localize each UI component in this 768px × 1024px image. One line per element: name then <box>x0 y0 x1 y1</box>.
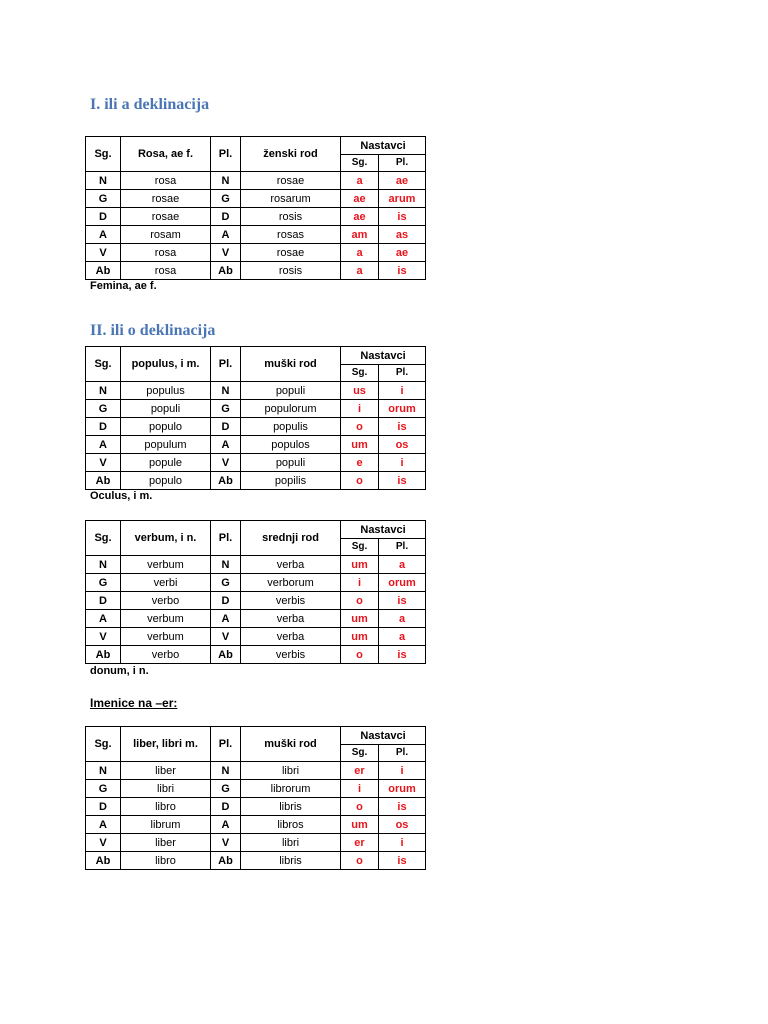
case-singular: N <box>86 556 121 574</box>
ending-plural: is <box>379 208 426 226</box>
table-row <box>86 574 426 592</box>
declension-table-populus <box>85 346 426 490</box>
ending-singular: o <box>341 472 379 490</box>
header-gender: ženski rod <box>241 137 341 172</box>
case-singular: A <box>86 226 121 244</box>
header-endings: Nastavci <box>341 521 426 539</box>
ending-plural: is <box>379 418 426 436</box>
example-note-oculus: Oculus, i m. <box>90 490 153 502</box>
case-plural: D <box>211 208 241 226</box>
header-ending-singular: Sg. <box>341 539 379 556</box>
form-singular: verbo <box>121 592 211 610</box>
case-plural: N <box>211 762 241 780</box>
form-singular: populus <box>121 382 211 400</box>
form-plural: rosis <box>241 262 341 280</box>
example-note-femina: Femina, ae f. <box>90 280 157 292</box>
ending-plural: is <box>379 472 426 490</box>
case-singular: A <box>86 610 121 628</box>
ending-plural: a <box>379 628 426 646</box>
table-row <box>86 592 426 610</box>
ending-plural: os <box>379 436 426 454</box>
example-note-donum: donum, i n. <box>90 665 149 677</box>
ending-singular: am <box>341 226 379 244</box>
header-plural: Pl. <box>211 521 241 556</box>
table-row <box>86 646 426 664</box>
ending-plural: a <box>379 610 426 628</box>
case-plural: V <box>211 834 241 852</box>
form-singular: rosae <box>121 190 211 208</box>
form-plural: populi <box>241 454 341 472</box>
header-plural: Pl. <box>211 347 241 382</box>
header-singular: Sg. <box>86 347 121 382</box>
header-noun: Rosa, ae f. <box>121 137 211 172</box>
table-row <box>86 852 426 870</box>
header-plural: Pl. <box>211 727 241 762</box>
ending-singular: e <box>341 454 379 472</box>
form-plural: librorum <box>241 780 341 798</box>
header-noun: verbum, i n. <box>121 521 211 556</box>
form-singular: popule <box>121 454 211 472</box>
subheading-er-nouns: Imenice na –er: <box>90 696 178 710</box>
form-plural: populi <box>241 382 341 400</box>
case-singular: Ab <box>86 472 121 490</box>
section-heading-o-declension: II. ili o deklinacija <box>90 322 216 339</box>
case-plural: A <box>211 436 241 454</box>
header-endings: Nastavci <box>341 137 426 155</box>
table-row <box>86 472 426 490</box>
table-row <box>86 382 426 400</box>
header-ending-plural: Pl. <box>379 745 426 762</box>
case-plural: V <box>211 244 241 262</box>
header-gender: muški rod <box>241 347 341 382</box>
form-plural: rosae <box>241 172 341 190</box>
case-plural: N <box>211 382 241 400</box>
form-plural: libri <box>241 762 341 780</box>
ending-plural: is <box>379 798 426 816</box>
table-row <box>86 762 426 780</box>
form-singular: verbum <box>121 556 211 574</box>
case-singular: N <box>86 382 121 400</box>
case-plural: V <box>211 454 241 472</box>
table-row <box>86 610 426 628</box>
table-row <box>86 436 426 454</box>
case-singular: V <box>86 628 121 646</box>
form-plural: rosarum <box>241 190 341 208</box>
form-plural: libris <box>241 798 341 816</box>
form-singular: rosa <box>121 172 211 190</box>
ending-singular: o <box>341 798 379 816</box>
ending-plural: os <box>379 816 426 834</box>
ending-plural: is <box>379 852 426 870</box>
header-singular: Sg. <box>86 137 121 172</box>
table-row <box>86 226 426 244</box>
case-singular: Ab <box>86 852 121 870</box>
ending-singular: er <box>341 762 379 780</box>
table-row <box>86 190 426 208</box>
ending-singular: o <box>341 646 379 664</box>
case-singular: N <box>86 172 121 190</box>
table-row <box>86 172 426 190</box>
form-singular: populum <box>121 436 211 454</box>
case-singular: A <box>86 816 121 834</box>
table-row <box>86 400 426 418</box>
header-singular: Sg. <box>86 727 121 762</box>
ending-singular: us <box>341 382 379 400</box>
case-singular: A <box>86 436 121 454</box>
table-body <box>86 172 426 280</box>
ending-plural: is <box>379 646 426 664</box>
ending-plural: ae <box>379 244 426 262</box>
case-plural: N <box>211 172 241 190</box>
form-plural: verba <box>241 628 341 646</box>
case-plural: V <box>211 628 241 646</box>
form-plural: rosae <box>241 244 341 262</box>
table-body <box>86 382 426 490</box>
case-singular: D <box>86 208 121 226</box>
form-singular: rosa <box>121 262 211 280</box>
form-singular: rosa <box>121 244 211 262</box>
case-plural: A <box>211 610 241 628</box>
form-singular: verbo <box>121 646 211 664</box>
case-singular: N <box>86 762 121 780</box>
header-singular: Sg. <box>86 521 121 556</box>
table-row <box>86 418 426 436</box>
header-ending-plural: Pl. <box>379 539 426 556</box>
case-singular: V <box>86 834 121 852</box>
case-singular: Ab <box>86 646 121 664</box>
ending-singular: i <box>341 400 379 418</box>
ending-plural: is <box>379 262 426 280</box>
form-plural: populos <box>241 436 341 454</box>
form-plural: rosas <box>241 226 341 244</box>
form-singular: librum <box>121 816 211 834</box>
header-endings: Nastavci <box>341 347 426 365</box>
header-ending-plural: Pl. <box>379 155 426 172</box>
header-ending-singular: Sg. <box>341 745 379 762</box>
case-singular: Ab <box>86 262 121 280</box>
case-singular: V <box>86 454 121 472</box>
case-plural: D <box>211 418 241 436</box>
header-endings: Nastavci <box>341 727 426 745</box>
form-plural: libri <box>241 834 341 852</box>
form-singular: verbum <box>121 628 211 646</box>
form-singular: rosae <box>121 208 211 226</box>
table-row <box>86 628 426 646</box>
form-singular: libro <box>121 798 211 816</box>
case-singular: D <box>86 798 121 816</box>
case-singular: G <box>86 780 121 798</box>
ending-singular: um <box>341 816 379 834</box>
form-singular: populo <box>121 472 211 490</box>
ending-singular: o <box>341 418 379 436</box>
declension-table-verbum <box>85 520 426 664</box>
ending-plural: i <box>379 762 426 780</box>
case-singular: G <box>86 400 121 418</box>
form-plural: verborum <box>241 574 341 592</box>
ending-singular: um <box>341 610 379 628</box>
form-plural: libris <box>241 852 341 870</box>
ending-plural: arum <box>379 190 426 208</box>
form-singular: libri <box>121 780 211 798</box>
table-body <box>86 762 426 870</box>
case-plural: G <box>211 190 241 208</box>
form-plural: verba <box>241 610 341 628</box>
form-plural: verba <box>241 556 341 574</box>
form-singular: verbum <box>121 610 211 628</box>
ending-plural: is <box>379 592 426 610</box>
case-singular: G <box>86 574 121 592</box>
case-plural: G <box>211 400 241 418</box>
ending-singular: er <box>341 834 379 852</box>
table-row <box>86 208 426 226</box>
case-plural: G <box>211 574 241 592</box>
case-plural: D <box>211 798 241 816</box>
ending-plural: orum <box>379 400 426 418</box>
ending-plural: as <box>379 226 426 244</box>
table-row <box>86 780 426 798</box>
header-noun: liber, libri m. <box>121 727 211 762</box>
case-singular: G <box>86 190 121 208</box>
ending-singular: a <box>341 244 379 262</box>
form-singular: populi <box>121 400 211 418</box>
header-ending-singular: Sg. <box>341 155 379 172</box>
ending-plural: i <box>379 454 426 472</box>
case-plural: Ab <box>211 852 241 870</box>
ending-singular: a <box>341 262 379 280</box>
form-singular: libro <box>121 852 211 870</box>
form-singular: liber <box>121 762 211 780</box>
ending-singular: o <box>341 592 379 610</box>
ending-singular: o <box>341 852 379 870</box>
form-plural: populorum <box>241 400 341 418</box>
case-plural: Ab <box>211 472 241 490</box>
table-row <box>86 454 426 472</box>
case-plural: Ab <box>211 262 241 280</box>
case-singular: V <box>86 244 121 262</box>
table-body <box>86 556 426 664</box>
form-plural: rosis <box>241 208 341 226</box>
ending-singular: um <box>341 556 379 574</box>
table-row <box>86 816 426 834</box>
ending-singular: um <box>341 436 379 454</box>
form-plural: verbis <box>241 592 341 610</box>
ending-singular: a <box>341 172 379 190</box>
header-noun: populus, i m. <box>121 347 211 382</box>
ending-plural: a <box>379 556 426 574</box>
case-plural: Ab <box>211 646 241 664</box>
declension-table-liber <box>85 726 426 870</box>
case-plural: D <box>211 592 241 610</box>
table-row <box>86 798 426 816</box>
ending-singular: um <box>341 628 379 646</box>
ending-singular: i <box>341 780 379 798</box>
header-plural: Pl. <box>211 137 241 172</box>
case-plural: G <box>211 780 241 798</box>
form-singular: rosam <box>121 226 211 244</box>
declension-table-rosa <box>85 136 426 280</box>
form-plural: verbis <box>241 646 341 664</box>
header-gender: muški rod <box>241 727 341 762</box>
table-row <box>86 262 426 280</box>
case-singular: D <box>86 592 121 610</box>
form-plural: popilis <box>241 472 341 490</box>
ending-singular: i <box>341 574 379 592</box>
header-ending-singular: Sg. <box>341 365 379 382</box>
case-plural: A <box>211 816 241 834</box>
form-singular: liber <box>121 834 211 852</box>
ending-singular: ae <box>341 208 379 226</box>
ending-singular: ae <box>341 190 379 208</box>
ending-plural: orum <box>379 574 426 592</box>
ending-plural: orum <box>379 780 426 798</box>
ending-plural: i <box>379 834 426 852</box>
header-gender: srednji rod <box>241 521 341 556</box>
ending-plural: ae <box>379 172 426 190</box>
section-heading-a-declension: I. ili a deklinacija <box>90 96 210 113</box>
table-row <box>86 834 426 852</box>
form-plural: populis <box>241 418 341 436</box>
header-ending-plural: Pl. <box>379 365 426 382</box>
case-singular: D <box>86 418 121 436</box>
form-singular: populo <box>121 418 211 436</box>
table-row <box>86 244 426 262</box>
case-plural: A <box>211 226 241 244</box>
table-row <box>86 556 426 574</box>
form-singular: verbi <box>121 574 211 592</box>
form-plural: libros <box>241 816 341 834</box>
case-plural: N <box>211 556 241 574</box>
ending-plural: i <box>379 382 426 400</box>
